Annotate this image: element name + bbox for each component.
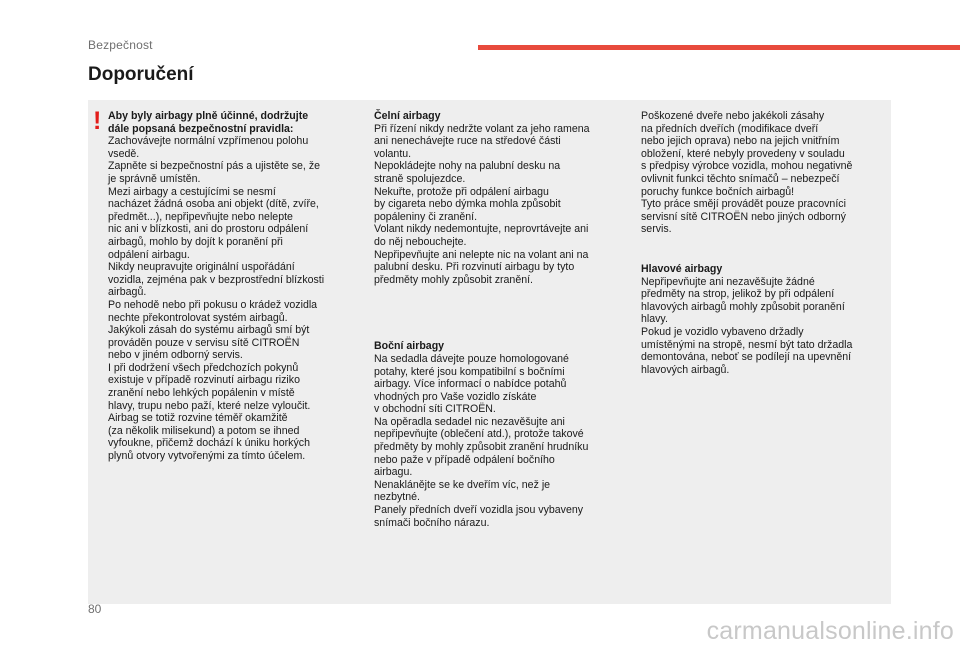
door-sensors-body: Poškozené dveře nebo jakékoli zásahy na předních dveřích (modifikace dveří nebo jejich oprava) nebo na jejich vnitřním obložení, které nebyly provedeny v souladu s předpisy výrobce vozidla, mohou negativně ovlivnit funkci těchto snímačů – nebezpečí poruchy funkce bočních airbagů! Tyto práce smějí provádět pouze pracovníci servisní sítě CITROËN nebo jiných odborný servis. — [641, 110, 853, 236]
page-title: Doporučení — [88, 64, 194, 85]
spacer — [374, 286, 626, 340]
general-rules-heading: Aby byly airbagy plně účinné, dodržujte dále popsaná bezpečnostní pravidla: — [108, 110, 309, 135]
column-sensors-curtain-airbags — [641, 110, 886, 376]
column-general-rules — [108, 110, 358, 463]
watermark: carmanualsonline.info — [706, 617, 954, 645]
curtain-airbags-heading: Hlavové airbagy — [641, 262, 723, 275]
section-label: Bezpečnost — [88, 38, 153, 52]
side-airbags-body: Na sedadla dávejte pouze homologované potahy, které jsou kompatibilní s bočními airbagy. Více informací o nabídce potahů vhodných pro Vaše vozidlo získáte v obchodní síti CITROËN. Na opěradla sedadel nic nezavěšujte ani nepřipevňujte (oblečení atd.), protože takové předměty by mohly způsobit zranění hrudníku nebo paže v případě odpálení bočního airbagu. Nenaklánějte se ke dveřím víc, než je nezbytné. Panely předních dveří vozidla jsou vybaveny snímači bočního nárazu. — [374, 352, 589, 529]
side-airbags-heading: Boční airbagy — [374, 340, 445, 353]
spacer — [641, 236, 886, 263]
front-airbags-heading: Čelní airbagy — [374, 110, 441, 122]
front-airbags-body: Při řízení nikdy nedržte volant za jeho ramena ani nenechávejte ruce na středové části volantu. Nepokládejte nohy na palubní desku na straně spolujezdce. Nekuřte, protože při odpálení airbagu by cigareta nebo dýmka mohla způsobit popáleniny či zranění. Volant nikdy nedemontujte, neprovrtávejte ani do něj nebouchejte. Nepřipevňujte ani nelepte nic na volant ani na palubní desku. Při rozvinutí airbagu by tyto předměty mohly způsobit zranění. — [374, 122, 590, 286]
exclamation-warning-icon: ! — [93, 107, 102, 135]
header-accent-bar — [478, 45, 960, 50]
column-front-side-airbags — [374, 110, 626, 529]
page-number: 80 — [88, 602, 102, 616]
curtain-airbags-body: Nepřipevňujte ani nezavěšujte žádné předměty na strop, jelikož by při odpálení hlavových airbagů mohly způsobit poranění hlavy. Pokud je vozidlo vybaveno držadly umístěnými na stropě, nesmí být tato držadla demontována, neboť se podílejí na upevnění hlavových airbagů. — [641, 275, 853, 376]
general-rules-body: Zachovávejte normální vzpřímenou polohu vsedě. Zapněte si bezpečnostní pás a ujistěte se, že je správně umístěn. Mezi airbagy a cestujícími se nesmí nacházet žádná osoba ani objekt (dítě, zvíře, předmět...), nepřipevňujte nebo nelepte nic ani v blízkosti, ani do prostoru odpálení airbagů, mohlo by dojít k poranění při odpálení airbagu. Nikdy neupravujte originální uspořádání vozidla, zejména pak v bezprostřední blízkosti airbagů. Po nehodě nebo při pokusu o krádež vozidla nechte překontrolovat systém airbagů. Jakýkoli zásah do systému airbagů smí být prováděn pouze v servisu sítě CITROËN nebo v jiném odborný servis. I při dodržení všech předchozích pokynů existuje v případě rozvinutí airbagu riziko zranění nebo lehkých popálenin v místě hlavy, trupu nebo paží, které nelze vyloučit. Airbag se totiž rozvine téměř okamžitě (za několik milisekund) a potom se ihned vyfoukne, přičemž dochází k úniku horkých plynů otvory vytvořenými za tímto účelem. — [108, 135, 325, 463]
